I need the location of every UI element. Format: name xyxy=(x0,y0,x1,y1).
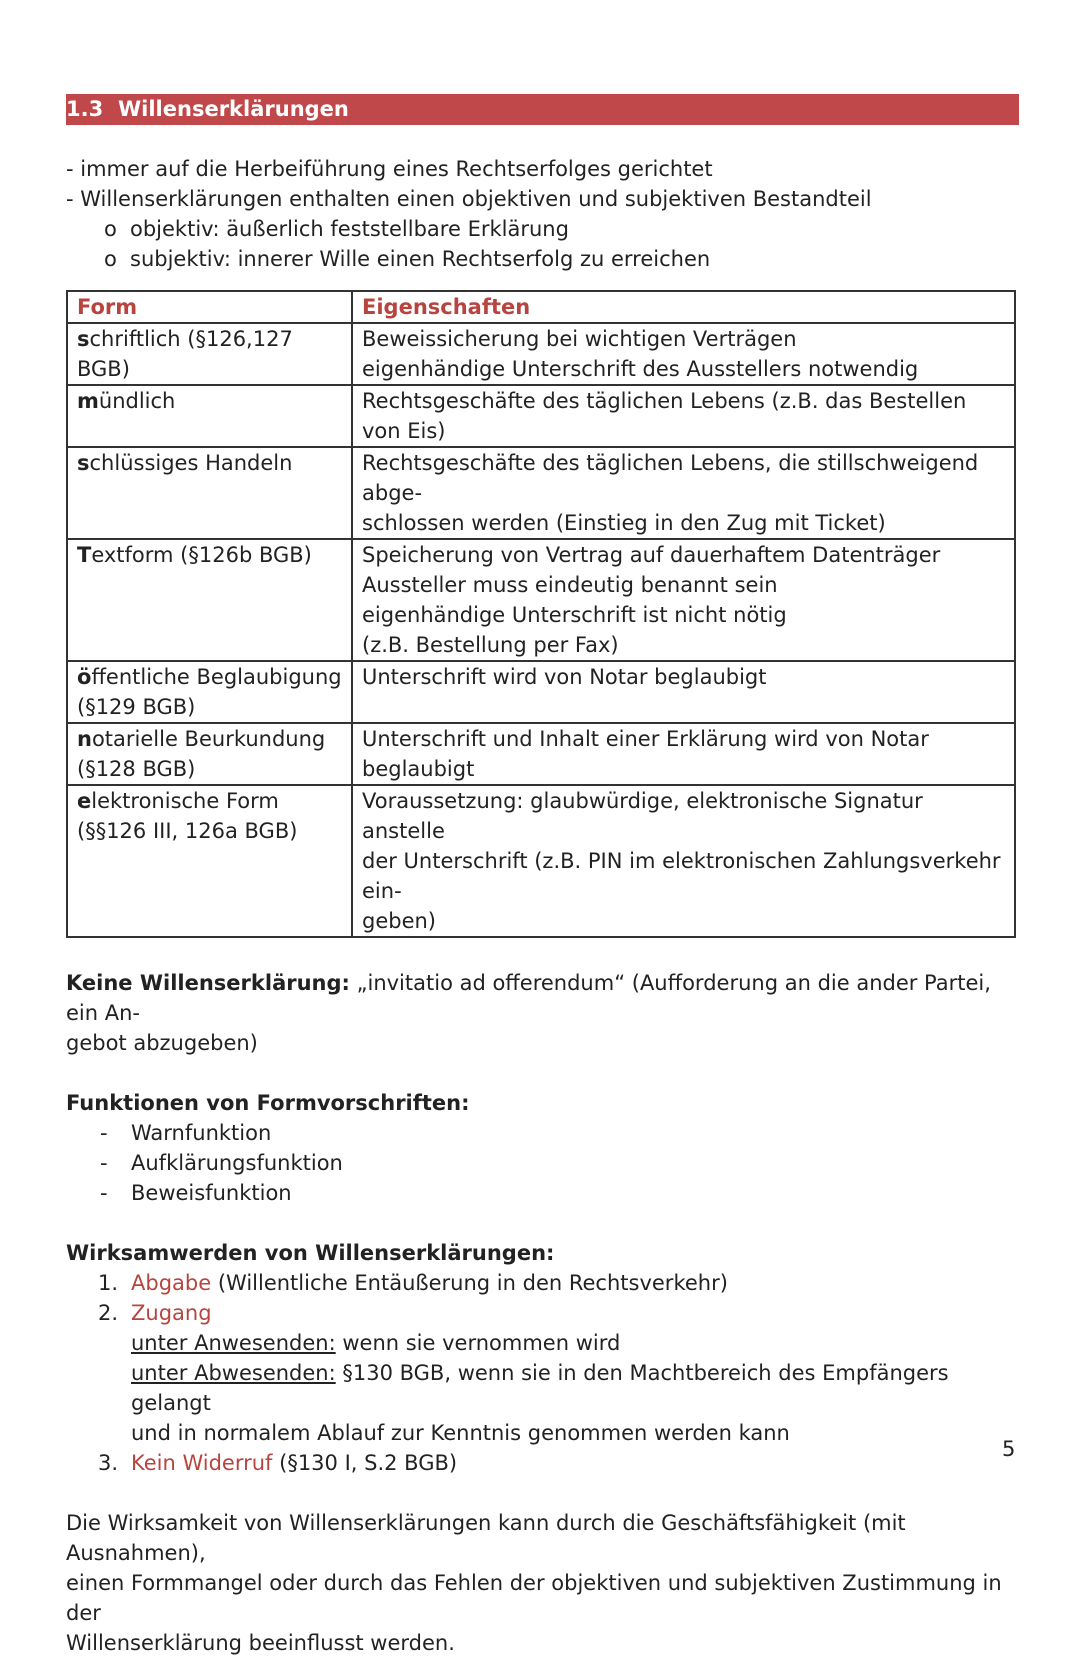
props-cell xyxy=(352,785,1015,937)
props-cell xyxy=(352,385,1015,447)
closing-line: Die Wirksamkeit von Willenserklärungen kann durch die Geschäftsfähigkeit (mit Ausnahmen), xyxy=(66,1511,906,1565)
props-line: eigenhändige Unterschrift ist nicht nötig xyxy=(362,603,787,627)
present-label: unter Anwesenden: xyxy=(131,1331,336,1355)
note-label: Keine Willenserklärung: xyxy=(66,971,350,995)
props-line: der Unterschrift (z.B. PIN im elektronischen Zahlungsverkehr ein- xyxy=(362,849,1001,903)
form-initial: s xyxy=(77,451,90,475)
present-text: wenn sie vernommen wird xyxy=(335,1331,621,1355)
intro-sub-text: objektiv: äußerlich feststellbare Erklärung xyxy=(130,217,569,241)
form-cell xyxy=(67,323,352,385)
table-row xyxy=(67,323,1015,385)
form-initial: m xyxy=(77,389,99,413)
intro-sub-item xyxy=(66,244,1019,274)
props-cell xyxy=(352,323,1015,385)
dash-icon: - xyxy=(100,1181,108,1205)
props-line: Rechtsgeschäfte des täglichen Lebens (z.B. das Bestellen von Eis) xyxy=(362,389,967,443)
list-item-text: (Willentliche Entäußerung in den Rechtsverkehr) xyxy=(211,1271,728,1295)
functions-title xyxy=(66,1088,1019,1118)
closing-paragraph xyxy=(66,1508,1019,1658)
list-number: 1. xyxy=(98,1271,119,1295)
props-line: Unterschrift und Inhalt einer Erklärung wird von Notar beglaubigt xyxy=(362,727,929,781)
list-number: 2. xyxy=(98,1301,119,1325)
note-text: „invitatio ad offerendum“ (Aufforderung an die ander Partei, ein An- xyxy=(66,971,991,1025)
note-paragraph xyxy=(66,968,1019,1058)
form-law: (§129 BGB) xyxy=(77,695,196,719)
form-initial: e xyxy=(77,789,92,813)
list-item xyxy=(66,1448,1019,1478)
functions-list xyxy=(66,1118,1019,1208)
props-line: Unterschrift wird von Notar beglaubigt xyxy=(362,665,767,689)
props-line: Rechtsgeschäfte des täglichen Lebens, die stillschweigend abge- xyxy=(362,451,979,505)
form-name: ffentliche Beglaubigung xyxy=(91,665,342,689)
closing-line: einen Formmangel oder durch das Fehlen der objektiven und subjektiven Zustimmung in der xyxy=(66,1571,1002,1625)
list-item xyxy=(66,1148,1019,1178)
form-cell xyxy=(67,447,352,539)
dash-icon: - xyxy=(100,1151,108,1175)
form-table xyxy=(66,290,1016,938)
header-properties: Eigenschaften xyxy=(352,291,1015,323)
form-initial: ö xyxy=(77,665,92,689)
form-name: ündlich xyxy=(98,389,176,413)
header-form: Form xyxy=(67,291,352,323)
table-row xyxy=(67,661,1015,723)
form-name: chriftlich (§126,127 BGB) xyxy=(77,327,293,381)
form-name: lektronische Form xyxy=(91,789,279,813)
props-cell xyxy=(352,723,1015,785)
effectiveness-title xyxy=(66,1238,1019,1268)
props-cell xyxy=(352,661,1015,723)
props-line: Voraussetzung: glaubwürdige, elektronische Signatur anstelle xyxy=(362,789,923,843)
document-page xyxy=(66,94,1019,1658)
props-line: Aussteller muss eindeutig benannt sein xyxy=(362,573,778,597)
bullet-icon: o xyxy=(104,247,117,271)
intro-sub-item xyxy=(66,214,1019,244)
section-title: Willenserklärungen xyxy=(118,97,349,121)
table-row xyxy=(67,385,1015,447)
props-line: eigenhändige Unterschrift des Ausstellers notwendig xyxy=(362,357,919,381)
dash-icon: - xyxy=(100,1121,108,1145)
form-name: chlüssiges Handeln xyxy=(89,451,293,475)
intro-line: - Willenserklärungen enthalten einen objektiven und subjektiven Bestandteil xyxy=(66,187,872,211)
section-number: 1.3 xyxy=(66,97,104,121)
props-line: Beweissicherung bei wichtigen Verträgen xyxy=(362,327,797,351)
absent-text: §130 BGB, wenn sie in den Machtbereich des Empfängers gelangt xyxy=(131,1361,949,1415)
form-cell xyxy=(67,539,352,661)
props-line: (z.B. Bestellung per Fax) xyxy=(362,633,619,657)
intro-sub-text: subjektiv: innerer Wille einen Rechtserfolg zu erreichen xyxy=(130,247,711,271)
table-header-row xyxy=(67,291,1015,323)
props-line: Speicherung von Vertrag auf dauerhaftem Datenträger xyxy=(362,543,941,567)
form-cell xyxy=(67,785,352,937)
list-item-text: Aufklärungsfunktion xyxy=(131,1151,343,1175)
props-line: schlossen werden (Einstieg in den Zug mit Ticket) xyxy=(362,511,886,535)
effectiveness-title-text: Wirksamwerden von Willenserklärungen: xyxy=(66,1241,555,1265)
form-cell xyxy=(67,723,352,785)
form-initial: T xyxy=(77,543,92,567)
term-abgabe: Abgabe xyxy=(131,1271,212,1295)
list-item-text: Warnfunktion xyxy=(131,1121,272,1145)
list-item xyxy=(66,1298,1019,1448)
table-row xyxy=(67,723,1015,785)
bullet-icon: o xyxy=(104,217,117,241)
props-cell xyxy=(352,447,1015,539)
closing-line: Willenserklärung beeinflusst werden. xyxy=(66,1631,455,1655)
list-item xyxy=(66,1268,1019,1298)
props-cell xyxy=(352,539,1015,661)
form-initial: s xyxy=(77,327,90,351)
form-name: otarielle Beurkundung xyxy=(91,727,326,751)
list-item xyxy=(66,1178,1019,1208)
effectiveness-list xyxy=(66,1268,1019,1478)
list-item-text: Beweisfunktion xyxy=(131,1181,292,1205)
term-widerruf: Kein Widerruf xyxy=(131,1451,273,1475)
page-number: 5 xyxy=(1002,1437,1016,1461)
table-row xyxy=(67,539,1015,661)
form-initial: n xyxy=(77,727,92,751)
list-number: 3. xyxy=(98,1451,119,1475)
table-row xyxy=(67,785,1015,937)
form-cell xyxy=(67,661,352,723)
intro-block xyxy=(66,154,1019,274)
form-law: (§§126 III, 126a BGB) xyxy=(77,819,298,843)
form-cell xyxy=(67,385,352,447)
term-zugang: Zugang xyxy=(131,1301,212,1325)
form-name: extform (§126b BGB) xyxy=(91,543,312,567)
list-item xyxy=(66,1118,1019,1148)
functions-title-text: Funktionen von Formvorschriften: xyxy=(66,1091,470,1115)
section-heading xyxy=(66,94,1019,125)
note-text: gebot abzugeben) xyxy=(66,1031,258,1055)
intro-line: - immer auf die Herbeiführung eines Rechtserfolges gerichtet xyxy=(66,157,713,181)
props-line: geben) xyxy=(362,909,437,933)
list-item-text: (§130 I, S.2 BGB) xyxy=(272,1451,458,1475)
form-law: (§128 BGB) xyxy=(77,757,196,781)
table-row xyxy=(67,447,1015,539)
absent-label: unter Abwesenden: xyxy=(131,1361,336,1385)
absent-text: und in normalem Ablauf zur Kenntnis genommen werden kann xyxy=(131,1421,790,1445)
